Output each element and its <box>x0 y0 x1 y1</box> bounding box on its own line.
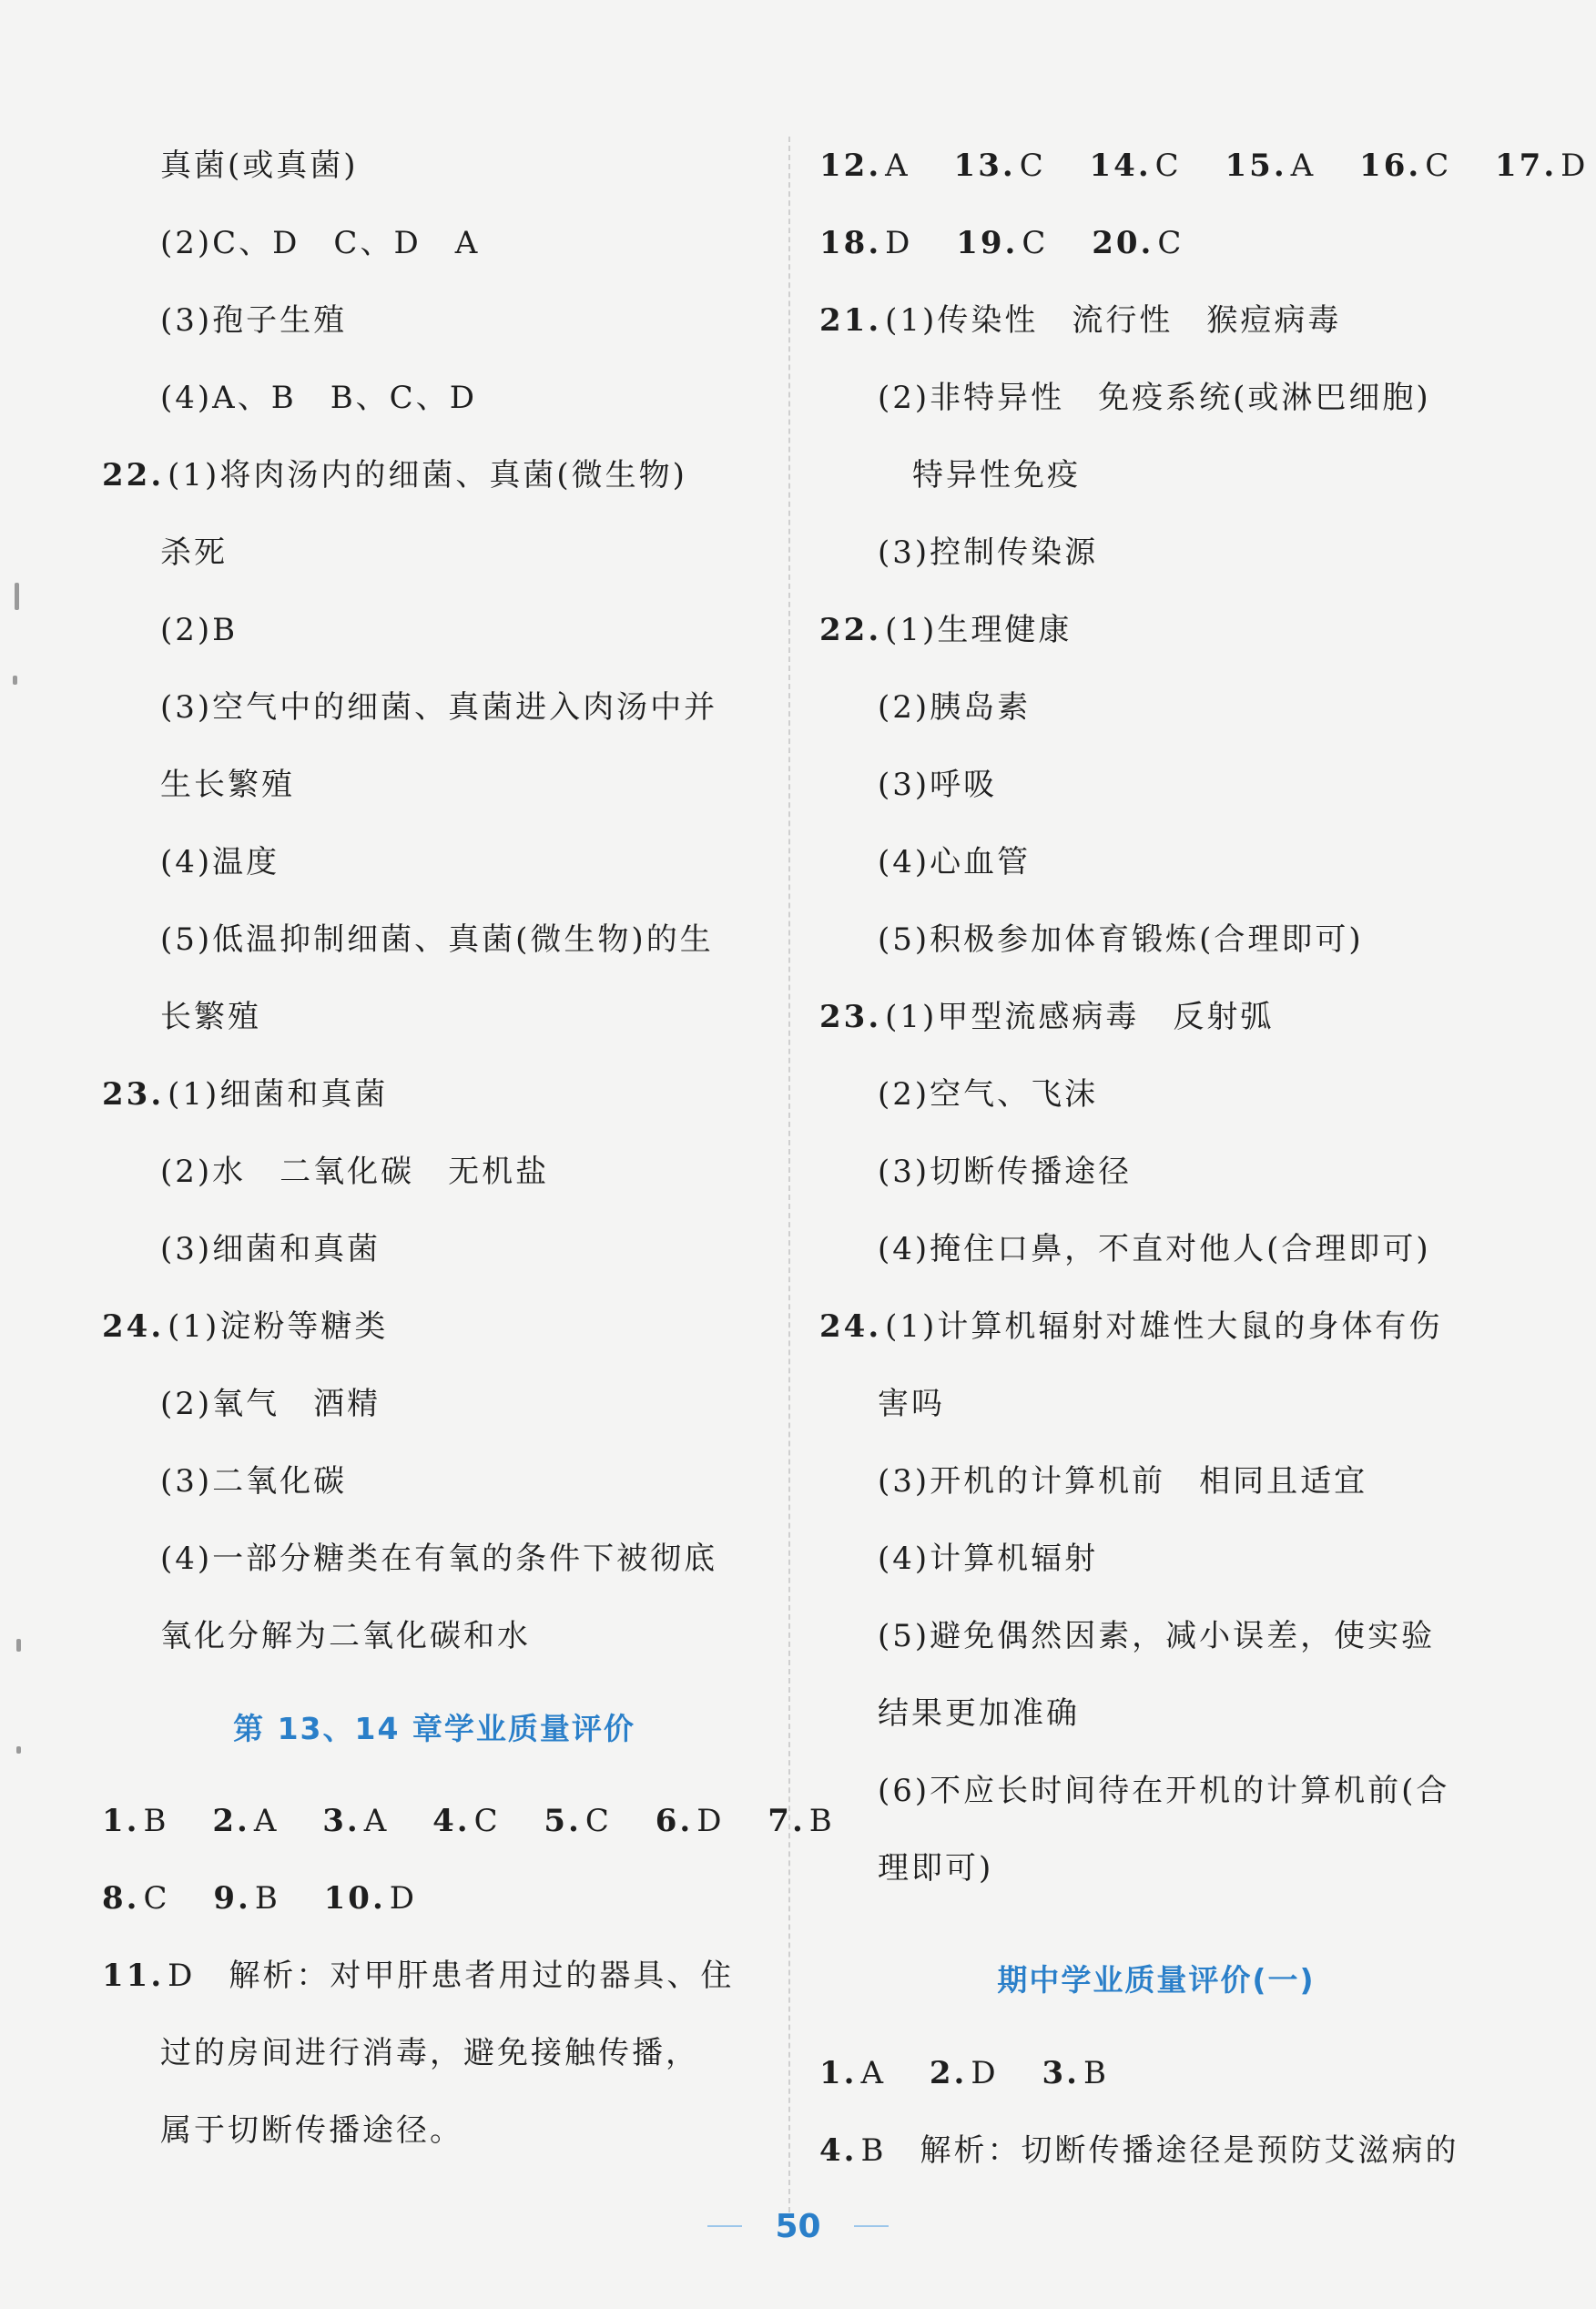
column-divider <box>788 137 790 2212</box>
answer-letter: D <box>885 225 913 261</box>
answer-text: (1)细菌和真菌 <box>168 1076 389 1113</box>
mcq-item <box>324 1880 417 1917</box>
question-number: 14. <box>1089 147 1152 184</box>
answer-text: B 解析：切断传播途径是预防艾滋病的 <box>860 2132 1459 2169</box>
question-22 <box>102 437 767 514</box>
mcq-item <box>212 1803 279 1839</box>
mcq-row <box>819 2035 1493 2112</box>
question-number: 6. <box>655 1803 694 1839</box>
mcq-item <box>1225 147 1316 184</box>
answer-letter: B <box>143 1803 169 1839</box>
mcq-item <box>819 2055 886 2091</box>
answer-letter: C <box>1157 225 1184 261</box>
answer-letter: D <box>696 1803 725 1839</box>
answer-letter: C <box>143 1880 170 1917</box>
answer-letter: A <box>253 1803 280 1839</box>
answer-letter: B <box>1083 2055 1109 2091</box>
question-24 <box>102 1288 767 1366</box>
mcq-item <box>1092 225 1184 261</box>
question-number: 20. <box>1092 225 1154 261</box>
mcq-item <box>544 1803 612 1839</box>
answer-line: (2)C、D C、D A <box>160 225 481 261</box>
answer-letter: C <box>585 1803 612 1839</box>
answer-line: (3)切断传播途径 <box>878 1154 1133 1190</box>
answer-text: (1)将肉汤内的细菌、真菌(微生物) <box>168 457 687 493</box>
page-footer <box>0 2194 1596 2258</box>
answer-line: 特异性免疫 <box>912 457 1081 493</box>
mcq-item <box>213 1880 280 1917</box>
left-column <box>102 127 835 2170</box>
answer-text: (1)生理健康 <box>885 612 1072 648</box>
question-23 <box>102 1056 767 1134</box>
question-23 <box>819 979 1493 1056</box>
question-number: 22. <box>819 612 882 648</box>
question-number: 10. <box>323 1880 386 1917</box>
answer-letter: C <box>1019 147 1046 184</box>
answer-line: 氧化分解为二氧化碳和水 <box>160 1618 531 1654</box>
answer-line: (4)一部分糖类在有氧的条件下被彻底 <box>160 1541 718 1577</box>
question-number: 8. <box>102 1880 140 1917</box>
question-number: 12. <box>819 147 882 184</box>
answer-line: (2)非特异性 免疫系统(或淋巴细胞) <box>878 380 1431 416</box>
mcq-item <box>322 1803 389 1839</box>
answer-line: 害吗 <box>878 1386 945 1422</box>
answer-line: 属于切断传播途径。 <box>160 2112 463 2149</box>
answer-line: 结果更加准确 <box>878 1695 1080 1732</box>
question-number: 17. <box>1495 147 1558 184</box>
mcq-item <box>102 1803 169 1839</box>
question-number: 3. <box>1042 2055 1080 2091</box>
mcq-item <box>819 147 910 184</box>
footer-rule <box>707 2225 742 2227</box>
question-number: 5. <box>544 1803 582 1839</box>
right-column <box>819 127 1589 2190</box>
scan-speck <box>16 1746 21 1754</box>
question-21 <box>819 282 1493 360</box>
answer-line: (6)不应长时间待在开机的计算机前(合 <box>878 1773 1450 1809</box>
answer-line: 长繁殖 <box>160 999 261 1035</box>
question-11 <box>102 1938 767 2015</box>
answer-line: (4)计算机辐射 <box>878 1541 1099 1577</box>
footer-rule <box>854 2225 889 2227</box>
answer-letter: A <box>885 147 910 184</box>
answer-letter: D <box>389 1880 418 1917</box>
section-heading: 期中学业质量评价(一) <box>997 1962 1316 1998</box>
answer-line: (2)水 二氧化碳 无机盐 <box>160 1154 550 1190</box>
answer-line: 生长繁殖 <box>160 767 295 803</box>
section-heading: 第 13、14 章学业质量评价 <box>233 1711 635 1746</box>
answer-line: (5)低温抑制细菌、真菌(微生物)的生 <box>160 921 714 958</box>
answer-text: (1)淀粉等糖类 <box>168 1308 389 1345</box>
answer-text: (1)计算机辐射对雄性大鼠的身体有伤 <box>885 1308 1443 1345</box>
answer-line: (3)细菌和真菌 <box>160 1231 381 1267</box>
scan-speck <box>13 676 17 685</box>
mcq-item <box>1359 147 1451 184</box>
answer-letter: A <box>860 2055 887 2091</box>
mcq-row <box>102 1783 835 1860</box>
question-number: 23. <box>102 1076 165 1113</box>
question-number: 11. <box>102 1958 165 1994</box>
question-number: 9. <box>213 1880 251 1917</box>
answer-line: (3)空气中的细菌、真菌进入肉汤中并 <box>160 689 718 726</box>
answer-line: 理即可) <box>878 1850 994 1887</box>
answer-line: 真菌(或真菌) <box>160 147 359 184</box>
mcq-row <box>819 127 1589 205</box>
mcq-row <box>819 205 1493 282</box>
answer-line: (3)二氧化碳 <box>160 1463 348 1500</box>
question-22 <box>819 592 1493 669</box>
question-number: 4. <box>432 1803 471 1839</box>
answer-line: (4)掩住口鼻，不直对他人(合理即可) <box>878 1231 1431 1267</box>
answer-line: (4)A、B B、C、D <box>160 380 477 416</box>
answer-line: (3)开机的计算机前 相同且适宜 <box>878 1463 1368 1500</box>
question-number: 2. <box>929 2055 968 2091</box>
mcq-item <box>930 2055 999 2091</box>
mcq-item <box>102 1880 170 1917</box>
mcq-item <box>1042 2055 1109 2091</box>
answer-line: (5)积极参加体育锻炼(合理即可) <box>878 921 1364 958</box>
question-number: 19. <box>956 225 1019 261</box>
question-number: 24. <box>819 1308 882 1345</box>
answer-letter: A <box>1290 147 1316 184</box>
answer-letter: A <box>363 1803 390 1839</box>
question-number: 23. <box>819 999 882 1035</box>
answer-letter: C <box>1154 147 1182 184</box>
answer-letter: C <box>473 1803 501 1839</box>
answer-letter: C <box>1425 147 1452 184</box>
answer-line: 杀死 <box>160 534 228 571</box>
answer-letter: B <box>254 1880 280 1917</box>
question-number: 21. <box>819 302 882 339</box>
answer-line: (4)心血管 <box>878 844 1032 880</box>
answer-line: (2)氧气 酒精 <box>160 1386 381 1422</box>
mcq-item <box>1090 147 1182 184</box>
mcq-item <box>956 225 1048 261</box>
mcq-item <box>1495 147 1588 184</box>
answer-line: (5)避免偶然因素，减小误差，使实验 <box>878 1618 1436 1654</box>
answer-line: 过的房间进行消毒，避免接触传播， <box>160 2035 699 2071</box>
question-number: 16. <box>1359 147 1422 184</box>
answer-letter: D <box>1560 147 1589 184</box>
question-number: 1. <box>102 1803 140 1839</box>
question-number: 1. <box>819 2055 858 2091</box>
answer-line: (2)B <box>160 612 239 648</box>
answer-text: D 解析：对甲肝患者用过的器具、住 <box>168 1958 735 1994</box>
question-number: 22. <box>102 457 165 493</box>
question-number: 24. <box>102 1308 165 1345</box>
question-24 <box>819 1288 1493 1366</box>
answer-text: (1)传染性 流行性 猴痘病毒 <box>885 302 1342 339</box>
scan-speck <box>15 583 19 610</box>
question-number: 7. <box>768 1803 806 1839</box>
answer-letter: D <box>971 2055 999 2091</box>
answer-line: (3)呼吸 <box>878 767 998 803</box>
answer-line: (2)胰岛素 <box>878 689 1032 726</box>
page-number: 50 <box>775 2207 821 2245</box>
question-number: 3. <box>322 1803 361 1839</box>
mcq-item <box>954 147 1046 184</box>
mcq-item <box>432 1803 501 1839</box>
mcq-row <box>102 1860 767 1938</box>
answer-letter: B <box>808 1803 835 1839</box>
mcq-item <box>656 1803 725 1839</box>
answer-letter: C <box>1022 225 1049 261</box>
answer-line: (4)温度 <box>160 844 280 880</box>
scan-speck <box>16 1639 21 1652</box>
answer-line: (3)孢子生殖 <box>160 302 348 339</box>
answer-line: (3)控制传染源 <box>878 534 1099 571</box>
question-number: 18. <box>819 225 882 261</box>
question-number: 2. <box>212 1803 250 1839</box>
question-number: 13. <box>953 147 1016 184</box>
question-number: 4. <box>819 2132 858 2169</box>
mcq-item <box>819 225 912 261</box>
answer-line: (2)空气、飞沫 <box>878 1076 1099 1113</box>
question-number: 15. <box>1225 147 1287 184</box>
question-4 <box>819 2112 1493 2190</box>
answer-text: (1)甲型流感病毒 反射弧 <box>885 999 1275 1035</box>
